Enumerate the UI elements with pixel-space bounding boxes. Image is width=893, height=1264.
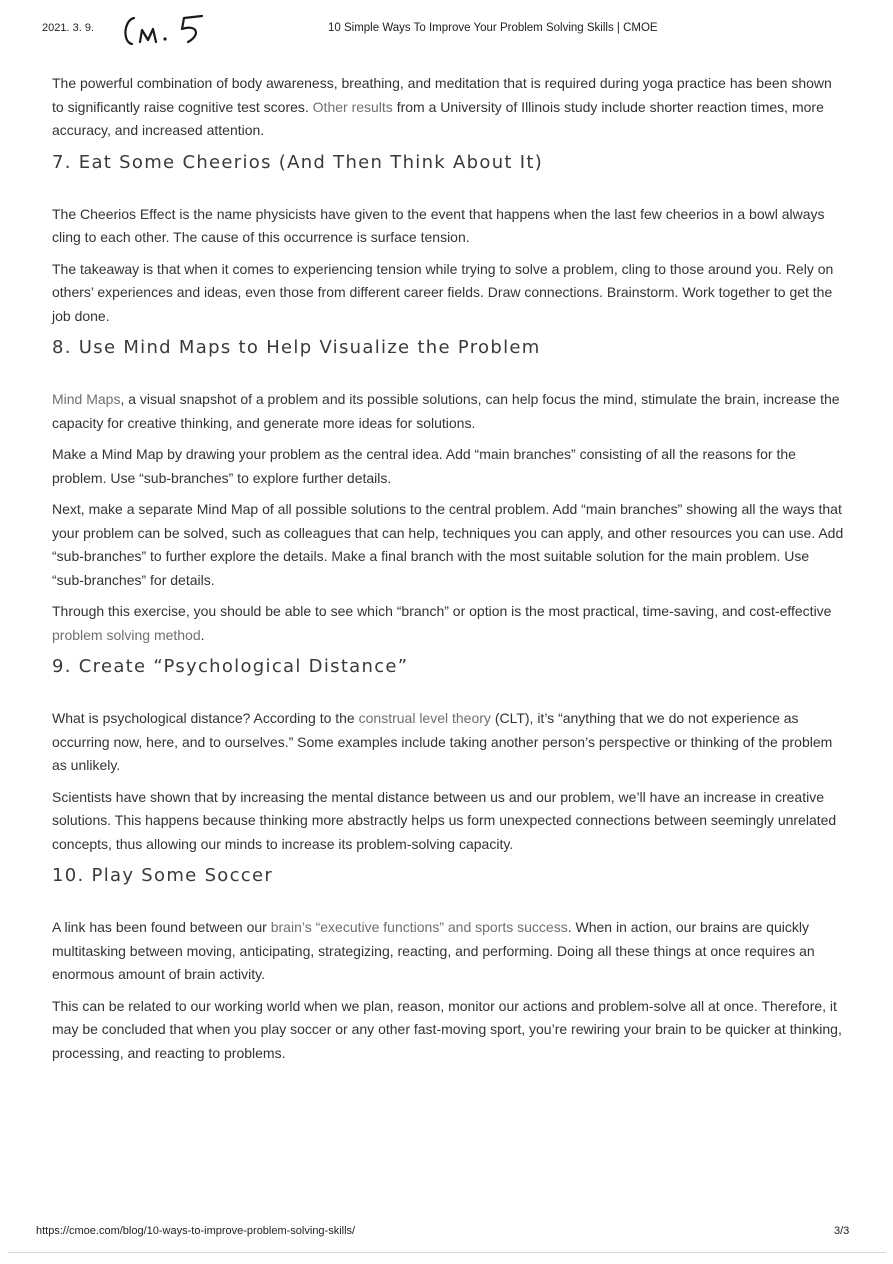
- print-url: https://cmoe.com/blog/10-ways-to-improve-problem-solving-skills/: [36, 1225, 356, 1237]
- problem-solving-method-link[interactable]: problem solving method: [52, 626, 201, 643]
- construal-level-theory-link[interactable]: construal level theory: [358, 710, 491, 726]
- paragraph-yoga: The powerful combination of body awareness, breathing, and meditation that is required during yoga practice has been shown to significantly raise cognitive test scores. Other results from a University of Illinois study include shorter reaction times, more accuracy, and increased attention.: [52, 75, 832, 138]
- paragraph-7-1: The Cheerios Effect is the name physicists have given to the event that happens when the last few cheerios in a bowl always cling to each other. The cause of this occurrence is surface tension.: [52, 205, 825, 245]
- other-results-link[interactable]: Other results: [312, 98, 393, 115]
- paragraph-9-2: Scientists have shown that by increasing the mental distance between us and our problem, we’ll have an increase in creative solutions. This happens because thinking more abstractly helps us form unexpected connections between seemingly unrelated concepts, thus allowing our minds to increase its problem-solving capacity.: [52, 788, 837, 852]
- article-body: [52, 72, 844, 1073]
- page-number: 3/3: [834, 1225, 850, 1237]
- paragraph-10-2: This can be related to our working world when we plan, reason, monitor our actions and problem-solve all at once. Therefore, it may be concluded that when you play soccer or any other fast-moving sport, you’re rewiring your brain to be quicker at thinking, processing, and reacting to problems.: [52, 997, 842, 1061]
- paragraph-8-3: Next, make a separate Mind Map of all possible solutions to the central problem. Add “main branches” showing all the ways that your problem can be solved, such as colleagues that can help, techniques you can apply, and other resources you can use. Add “sub-branches” to further explore the details. Make a final branch with the most suitable solution for the main problem. Use “sub-branches” for details.: [52, 501, 844, 588]
- section-heading-7: 7. Eat Some Cheerios (And Then Think About It): [52, 151, 544, 173]
- bottom-divider: [8, 1252, 886, 1253]
- executive-functions-link[interactable]: brain’s “executive functions” and sports success: [270, 919, 568, 935]
- print-page-title: 10 Simple Ways To Improve Your Problem Solving Skills | CMOE: [328, 22, 658, 34]
- print-date: 2021. 3. 9.: [42, 22, 94, 34]
- section-heading-9: 9. Create “Psychological Distance”: [52, 656, 409, 677]
- section-heading-8: 8. Use Mind Maps to Help Visualize the Problem: [52, 337, 541, 358]
- section-heading-10: 10. Play Some Soccer: [52, 865, 274, 886]
- handwritten-note: [118, 12, 218, 52]
- paragraph-7-2: The takeaway is that when it comes to experiencing tension while trying to solve a problem, cling to those around you. Rely on others’ experiences and ideas, even those from different career fields. Draw connections. Brainstorm. Work together to get the job done.: [52, 260, 834, 324]
- paragraph-8-2: Make a Mind Map by drawing your problem as the central idea. Add “main branches” consisting of all the reasons for the problem. Use “sub-branches” to explore further details.: [52, 446, 796, 486]
- paragraph-9-1: What is psychological distance? According to the construal level theory (CLT), it’s “anything that we do not experience as occurring now, here, and to ourselves.” Some examples include taking another person’s perspective or thinking of the problem as unlikely.: [52, 710, 833, 773]
- paragraph-8-4: Through this exercise, you should be able to see which “branch” or option is the most practical, time-saving, and cost-effective problem solving method.: [52, 603, 832, 643]
- mind-maps-link[interactable]: Mind Maps: [52, 391, 121, 407]
- paragraph-10-1: A link has been found between our brain’s “executive functions” and sports success. When in action, our brains are quickly multitasking between moving, anticipating, strategizing, reacting, and performing. Doing all these things at once requires an enormous amount of brain activity.: [52, 919, 815, 982]
- paragraph-8-1: Mind Maps, a visual snapshot of a problem and its possible solutions, can help focus the mind, stimulate the brain, increase the capacity for creative thinking, and generate more ideas for solutions.: [52, 391, 840, 431]
